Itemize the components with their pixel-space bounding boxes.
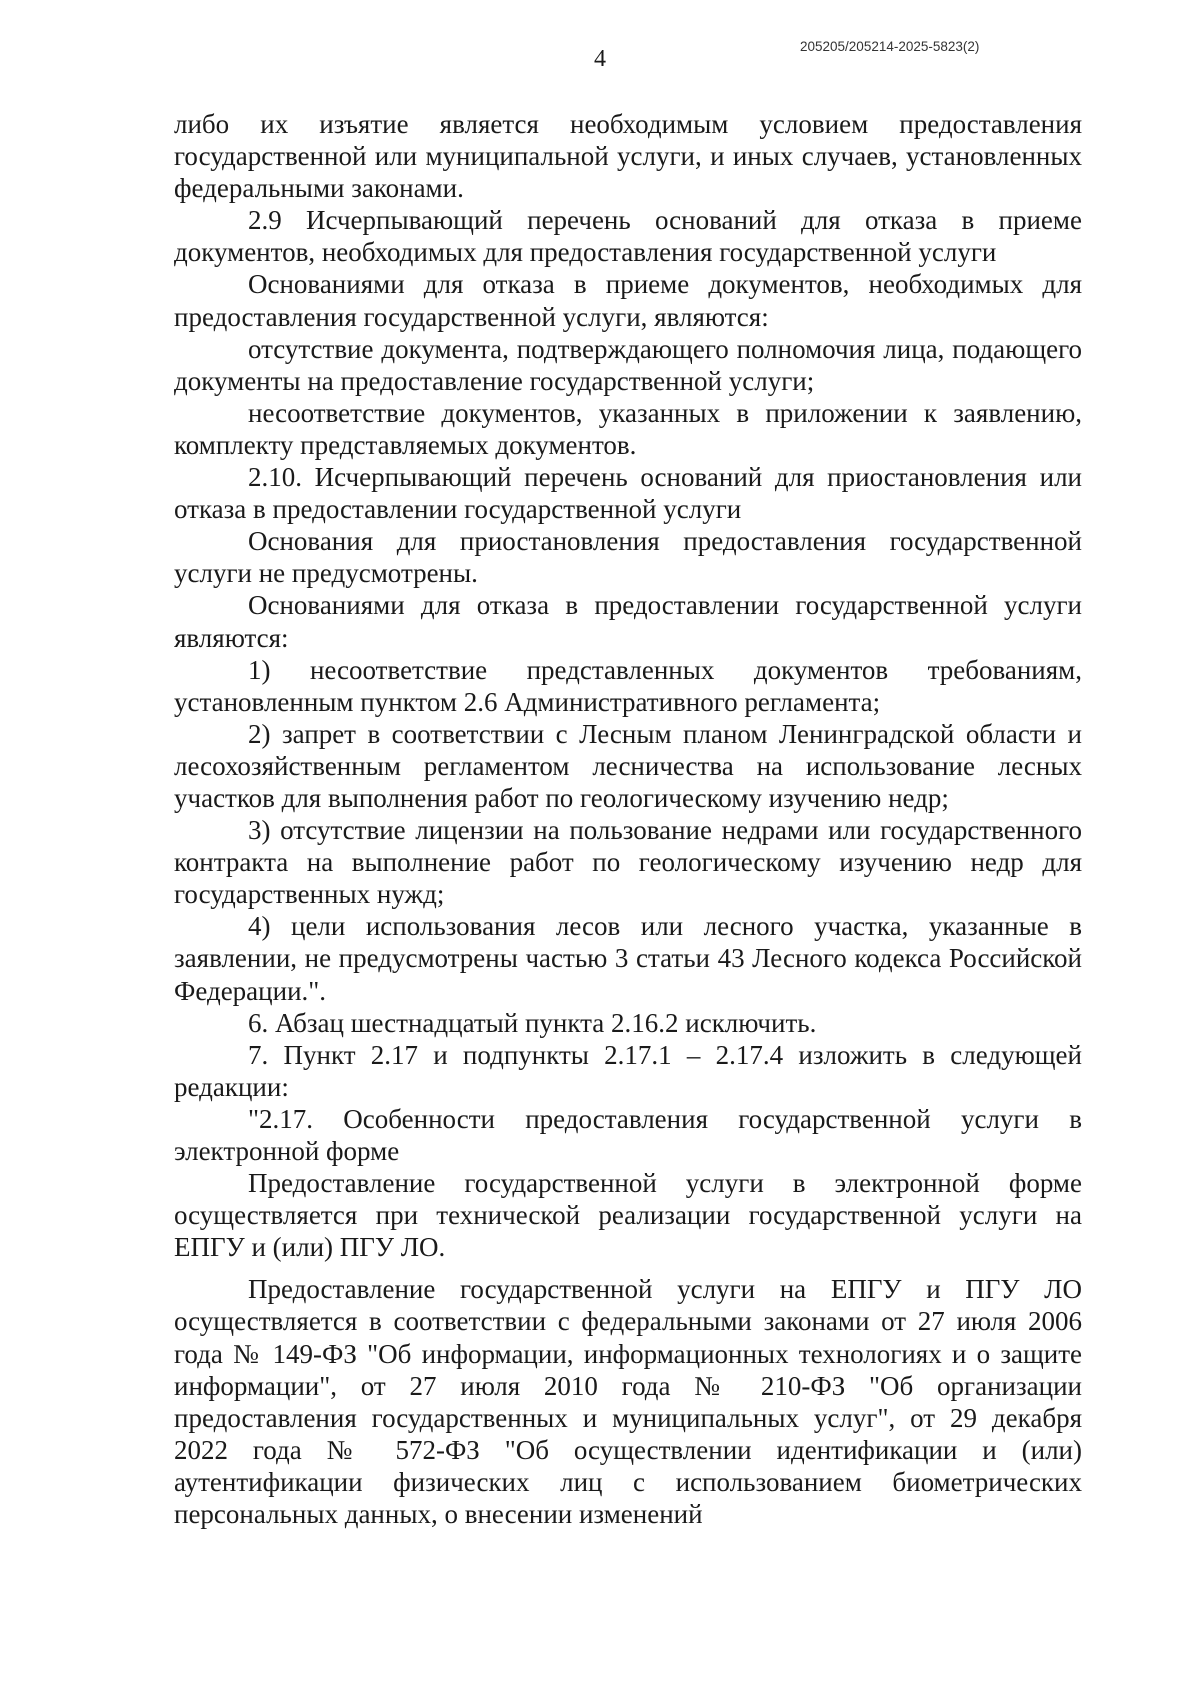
document-id: 205205/205214-2025-5823(2): [800, 39, 980, 54]
list-item-4: 4) цели использования лесов или лесного участка, указанные в заявлении, не предусмотрены частью 3 статьи 43 Лесного кодекса Российской Федерации.".: [174, 911, 1082, 1006]
paragraph-continuation: либо их изъятие является необходимым условием предоставления государственной или муниципальной услуги, и иных случаев, установленных федеральными законами.: [174, 109, 1082, 204]
list-item-3: 3) отсутствие лицензии на пользование недрами или государственного контракта на выполнение работ по геологическому изучению недр для государственных нужд;: [174, 815, 1082, 910]
list-item-1: 1) несоответствие представленных документов требованиям, установленным пунктом 2.6 Административного регламента;: [174, 654, 1082, 717]
paragraph-section-2-17-heading: "2.17. Особенности предоставления государственной услуги в электронной форме: [174, 1103, 1082, 1166]
paragraph-section-2-9-heading: 2.9 Исчерпывающий перечень оснований для отказа в приеме документов, необходимых для предоставления государственной услуги: [174, 205, 1082, 268]
paragraph-documents-mismatch: несоответствие документов, указанных в приложении к заявлению, комплекту представляемых документов.: [174, 397, 1082, 460]
document-body: [174, 108, 1082, 1530]
paragraph-missing-authority-document: отсутствие документа, подтверждающего полномочия лица, подающего документы на предоставление государственной услуги;: [174, 333, 1082, 396]
paragraph-federal-laws: Предоставление государственной услуги на ЕПГУ и ПГУ ЛО осуществляется в соответствии с федеральными законами от 27 июля 2006 года № 149-ФЗ "Об информации, информационных технологиях и о защите информации", от 27 июля 2010 года № 210-ФЗ "Об организации предоставления государственных и муниципальных услуг", от 29 декабря 2022 года № 572-ФЗ "Об осуществлении идентификации и (или) аутентификации физических лиц с использованием биометрических персональных данных, о внесении изменений: [174, 1274, 1082, 1530]
paragraph-section-2-10-heading: 2.10. Исчерпывающий перечень оснований для приостановления или отказа в предоставлении государственной услуги: [174, 462, 1082, 525]
paragraph-electronic-form: Предоставление государственной услуги в электронной форме осуществляется при технической реализации государственной услуги на ЕПГУ и (или) ПГУ ЛО.: [174, 1168, 1082, 1263]
list-item-2: 2) запрет в соответствии с Лесным планом Ленинградской области и лесохозяйственным регламентом лесничества на использование лесных участков для выполнения работ по геологическому изучению недр;: [174, 718, 1082, 813]
paragraph-refusal-service-intro: Основаниями для отказа в предоставлении государственной услуги являются:: [174, 590, 1082, 653]
paragraph-amendment-6: 6. Абзац шестнадцатый пункта 2.16.2 исключить.: [248, 1007, 817, 1038]
paragraph-refusal-grounds-intro: Основаниями для отказа в приеме документов, необходимых для предоставления государственной услуги, являются:: [174, 269, 1082, 332]
paragraph-suspension-grounds: Основания для приостановления предоставления государственной услуги не предусмотрены.: [174, 526, 1082, 589]
page-number: 4: [594, 46, 606, 72]
paragraph-amendment-7: 7. Пункт 2.17 и подпункты 2.17.1 – 2.17.4 изложить в следующей редакции:: [174, 1039, 1082, 1102]
